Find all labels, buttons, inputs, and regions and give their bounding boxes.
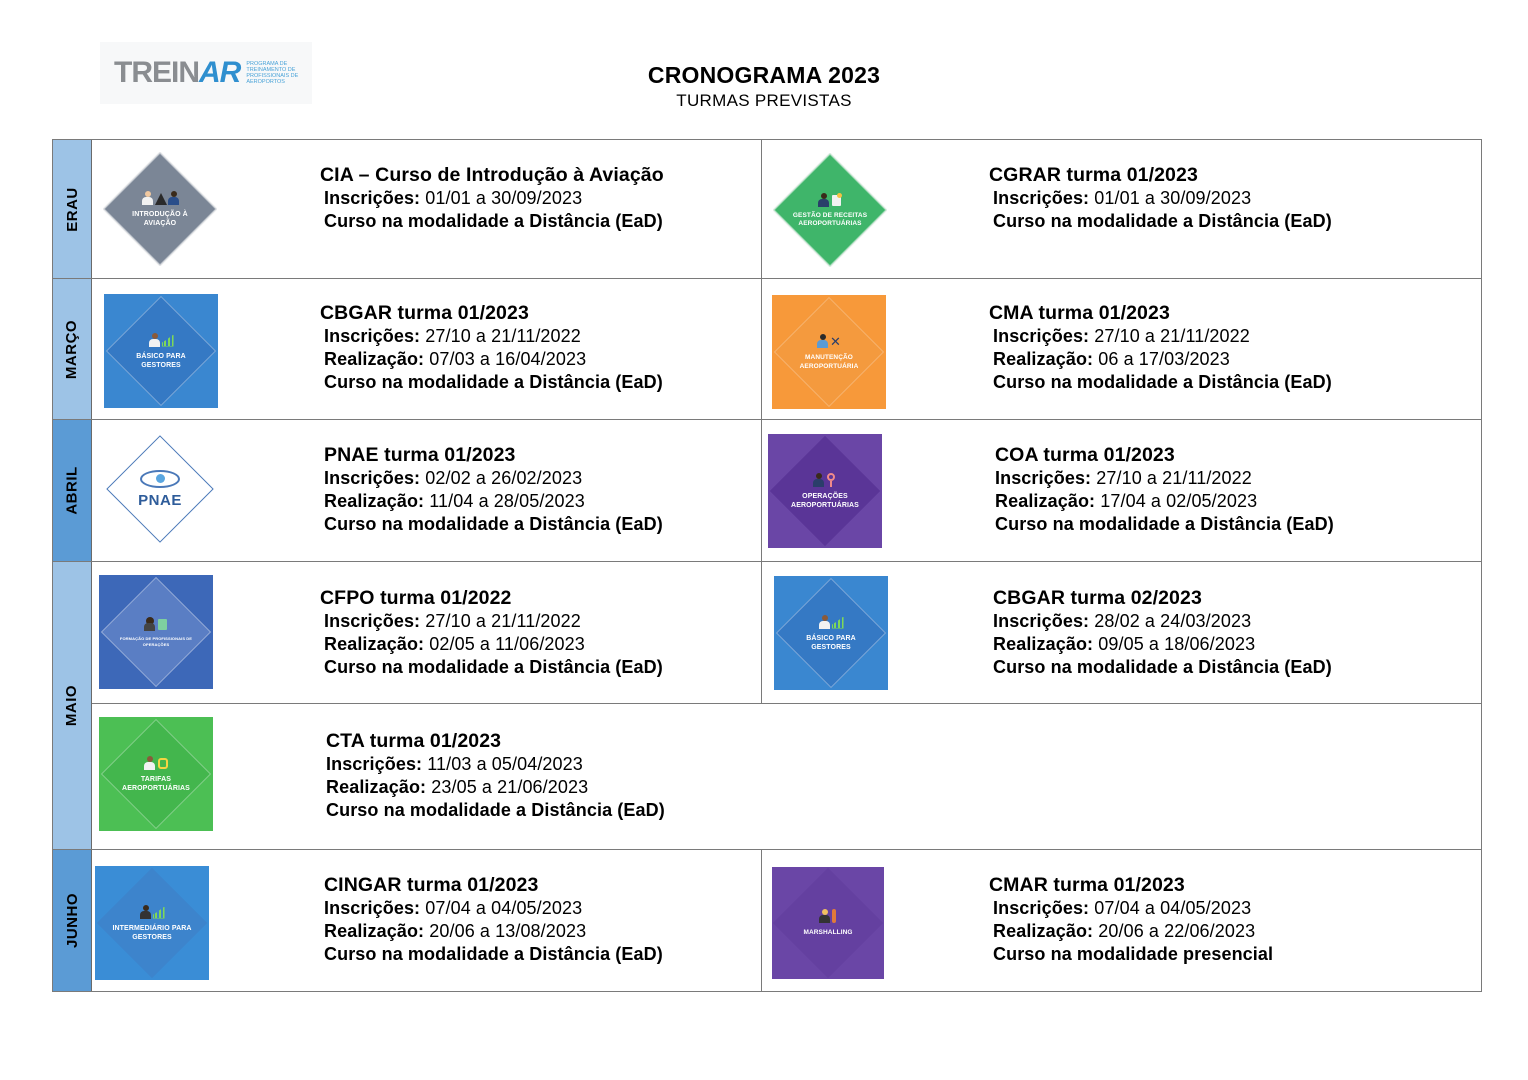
- inscricoes-dates: 07/04 a 04/05/2023: [1094, 898, 1252, 918]
- course-title: CMAR turma 01/2023: [989, 874, 1185, 896]
- badge-label: MANUTENÇÃO AEROPORTUÁRIA: [799, 353, 859, 370]
- marshaller-icon: [819, 909, 830, 923]
- realizacao-dates: 17/04 a 02/05/2023: [1100, 491, 1258, 511]
- badge-label: FORMAÇÃO DE PROFISSIONAIS DE OPERAÇÕES: [119, 635, 193, 647]
- inscricoes-dates: 02/02 a 26/02/2023: [425, 468, 583, 488]
- airplane-icon: [155, 191, 166, 205]
- course-mode: Curso na modalidade a Distância (EaD): [324, 514, 663, 534]
- badge-label: OPERAÇÕES AEROPORTUÁRIAS: [791, 492, 859, 509]
- month-section-marco: [53, 279, 1481, 420]
- inscricoes-line: [320, 325, 663, 348]
- realizacao-dates: 20/06 a 13/08/2023: [429, 921, 587, 941]
- inscricoes-line: [995, 467, 1334, 490]
- realizacao-line: [989, 920, 1273, 943]
- realizacao-dates: 06 a 17/03/2023: [1098, 349, 1230, 369]
- course-title: CMA turma 01/2023: [989, 302, 1170, 324]
- course-cell-cbgar-02: [761, 562, 1481, 703]
- course-badge-cfpo: [99, 575, 213, 689]
- course-title: COA turma 01/2023: [995, 444, 1175, 466]
- course-mode: Curso na modalidade a Distância (EaD): [993, 657, 1332, 677]
- course-info: [320, 587, 663, 679]
- inscricoes-line: [326, 753, 665, 776]
- course-info: [989, 302, 1332, 394]
- logo-tagline: PROGRAMA DE TREINAMENTO DE PROFISSIONAIS DE AEROPORTOS: [246, 60, 299, 86]
- badge-label: INTRODUÇÃO À AVIAÇÃO: [132, 210, 188, 227]
- course-badge-cta: [99, 717, 213, 831]
- month-label-cell: [53, 420, 92, 561]
- inscricoes-label: Inscrições:: [324, 898, 421, 918]
- realizacao-label: Realização:: [993, 921, 1094, 941]
- course-info: [324, 444, 663, 536]
- realizacao-label: Realização:: [324, 634, 425, 654]
- month-section-abril: [53, 420, 1481, 562]
- course-badge-cbgar: [774, 576, 888, 690]
- course-info: [320, 164, 664, 233]
- inscricoes-dates: 07/04 a 04/05/2023: [425, 898, 583, 918]
- course-title: CTA turma 01/2023: [326, 730, 502, 752]
- realizacao-dates: 09/05 a 18/06/2023: [1098, 634, 1256, 654]
- month-label-cell: [53, 850, 92, 991]
- inscricoes-label: Inscrições:: [324, 326, 421, 346]
- course-badge-cbgar: [104, 294, 218, 408]
- course-cell-pnae: [92, 420, 761, 561]
- page-subtitle: TURMAS PREVISTAS: [676, 91, 852, 110]
- realizacao-dates: 20/06 a 22/06/2023: [1098, 921, 1256, 941]
- realizacao-line: [989, 348, 1332, 371]
- manager-icon: [819, 615, 830, 629]
- course-title: CGRAR turma 01/2023: [989, 164, 1198, 186]
- course-info: [989, 164, 1332, 233]
- month-label: MARÇO: [63, 319, 81, 379]
- month-section-junho: [53, 850, 1481, 991]
- operator-icon: [144, 617, 155, 631]
- month-label-cell: [53, 562, 92, 849]
- course-title: CBGAR turma 02/2023: [993, 587, 1202, 609]
- course-mode: Curso na modalidade presencial: [993, 944, 1274, 964]
- inscricoes-dates: 01/01 a 30/09/2023: [425, 188, 583, 208]
- inscricoes-dates: 28/02 a 24/03/2023: [1094, 611, 1252, 631]
- month-section-maio: [53, 562, 1481, 850]
- course-title: CFPO turma 01/2022: [320, 587, 512, 609]
- inscricoes-label: Inscrições:: [324, 611, 421, 631]
- course-cell-cia: [92, 140, 761, 278]
- realizacao-line: [320, 633, 663, 656]
- course-mode: Curso na modalidade a Distância (EaD): [993, 372, 1332, 392]
- inscricoes-dates: 27/10 a 21/11/2022: [1094, 326, 1250, 346]
- month-label-cell: [53, 140, 92, 278]
- course-info: [326, 730, 665, 822]
- growth-chart-icon: [162, 333, 174, 347]
- inscricoes-label: Inscrições:: [993, 611, 1090, 631]
- agent-icon: [144, 756, 155, 770]
- realizacao-line: [324, 920, 663, 943]
- logo-brand-blue: AR: [199, 56, 241, 89]
- course-info: [324, 874, 663, 966]
- table-row: [92, 704, 1481, 849]
- course-title: CIA – Curso de Introdução à Aviação: [320, 164, 664, 186]
- course-title: CBGAR turma 01/2023: [320, 302, 529, 324]
- course-mode: Curso na modalidade a Distância (EaD): [324, 372, 663, 392]
- realizacao-dates: 11/04 a 28/05/2023: [429, 491, 585, 511]
- realizacao-line: [320, 348, 663, 371]
- course-badge-cmar: [772, 867, 884, 979]
- realizacao-label: Realização:: [324, 349, 425, 369]
- schedule-table: [52, 139, 1482, 992]
- inscricoes-line: [324, 467, 663, 490]
- operator-icon: [813, 473, 824, 487]
- table-row: [92, 279, 1481, 419]
- inscricoes-dates: 27/10 a 21/11/2022: [1096, 468, 1252, 488]
- course-mode: Curso na modalidade a Distância (EaD): [995, 514, 1334, 534]
- realizacao-dates: 23/05 a 21/06/2023: [431, 777, 589, 797]
- inscricoes-dates: 11/03 a 05/04/2023: [427, 754, 583, 774]
- badge-label: MARSHALLING: [803, 929, 853, 936]
- realizacao-line: [324, 490, 663, 513]
- course-badge-cingar: [95, 866, 209, 980]
- inscricoes-label: Inscrições:: [993, 898, 1090, 918]
- realizacao-line: [995, 490, 1334, 513]
- badge-label: PNAE: [138, 491, 182, 509]
- realizacao-label: Realização:: [326, 777, 427, 797]
- calculator-icon: [157, 617, 168, 631]
- course-cell-cingar: [92, 850, 761, 991]
- page-title: CRONOGRAMA 2023: [647, 62, 881, 88]
- growth-chart-icon: [153, 905, 165, 919]
- table-row: [92, 140, 1481, 278]
- course-badge-cia: [103, 152, 217, 266]
- inscricoes-line: [993, 610, 1332, 633]
- realizacao-dates: 07/03 a 16/04/2023: [429, 349, 587, 369]
- inscricoes-label: Inscrições:: [995, 468, 1092, 488]
- inscricoes-line: [320, 610, 663, 633]
- course-cell-coa: [761, 420, 1481, 561]
- course-badge-cgrar: [773, 153, 887, 267]
- inscricoes-line: [989, 325, 1332, 348]
- wrench-icon: ✕: [830, 333, 841, 349]
- badge-label: INTERMEDIÁRIO PARA GESTORES: [112, 924, 192, 941]
- course-mode: Curso na modalidade a Distância (EaD): [993, 211, 1332, 231]
- inscricoes-label: Inscrições:: [993, 188, 1090, 208]
- inscricoes-label: Inscrições:: [324, 468, 421, 488]
- course-mode: Curso na modalidade a Distância (EaD): [324, 944, 663, 964]
- manager-icon: [149, 333, 160, 347]
- course-cell-cgrar: [761, 140, 1481, 278]
- month-label: MAIO: [63, 684, 81, 727]
- growth-chart-icon: [832, 615, 844, 629]
- month-section-erau: [53, 140, 1481, 279]
- inscricoes-dates: 27/10 a 21/11/2022: [425, 611, 581, 631]
- inscricoes-label: Inscrições:: [324, 188, 421, 208]
- course-info: [995, 444, 1334, 536]
- course-mode: Curso na modalidade a Distância (EaD): [324, 657, 663, 677]
- coins-icon: [157, 756, 168, 770]
- course-mode: Curso na modalidade a Distância (EaD): [324, 211, 663, 231]
- month-label: JUNHO: [63, 892, 81, 949]
- realizacao-label: Realização:: [993, 634, 1094, 654]
- month-label: ABRIL: [63, 466, 81, 515]
- table-row: [92, 420, 1481, 561]
- course-info: [989, 874, 1273, 966]
- inscricoes-dates: 27/10 a 21/11/2022: [425, 326, 581, 346]
- month-label-cell: [53, 279, 92, 419]
- inscricoes-label: Inscrições:: [326, 754, 423, 774]
- realizacao-label: Realização:: [993, 349, 1094, 369]
- course-cell-cta: [92, 704, 1481, 849]
- inscricoes-line: [989, 897, 1273, 920]
- realizacao-line: [993, 633, 1332, 656]
- manager-icon: [140, 905, 151, 919]
- badge-label: BÁSICO PARA GESTORES: [806, 634, 856, 651]
- course-cell-cfpo: [92, 562, 761, 703]
- badge-label: TARIFAS AEROPORTUÁRIAS: [122, 775, 190, 792]
- realizacao-label: Realização:: [324, 921, 425, 941]
- realizacao-label: Realização:: [324, 491, 425, 511]
- course-cell-cmar: [761, 850, 1481, 991]
- mechanic-icon: [817, 334, 828, 348]
- course-info: [993, 587, 1332, 679]
- course-cell-cbgar-01: [92, 279, 761, 419]
- document-icon: [831, 193, 842, 207]
- course-badge-coa: [768, 434, 882, 548]
- inscricoes-line: [320, 187, 664, 210]
- attendant-icon: [168, 191, 179, 205]
- course-mode: Curso na modalidade a Distância (EaD): [326, 800, 665, 820]
- eye-icon: [140, 470, 180, 488]
- inscricoes-line: [324, 897, 663, 920]
- magnifier-icon: [826, 473, 837, 487]
- realizacao-line: [326, 776, 665, 799]
- realizacao-label: Realização:: [995, 491, 1096, 511]
- inscricoes-dates: 01/01 a 30/09/2023: [1094, 188, 1252, 208]
- course-badge-cma: [772, 295, 886, 409]
- manager-icon: [818, 193, 829, 207]
- wand-icon: [832, 909, 838, 923]
- logo-brand-grey: TREIN: [114, 56, 199, 89]
- course-badge-pnae: [103, 432, 217, 546]
- page-header: [0, 62, 1528, 111]
- badge-label: GESTÃO DE RECEITAS AEROPORTUÁRIAS: [792, 211, 868, 227]
- realizacao-dates: 02/05 a 11/06/2023: [429, 634, 585, 654]
- inscricoes-line: [989, 187, 1332, 210]
- table-row: [92, 562, 1481, 704]
- pilot-icon: [142, 191, 153, 205]
- course-info: [320, 302, 663, 394]
- badge-label: BÁSICO PARA GESTORES: [136, 352, 186, 369]
- table-row: [92, 850, 1481, 991]
- course-cell-cma: [761, 279, 1481, 419]
- course-title: CINGAR turma 01/2023: [324, 874, 539, 896]
- month-label: ERAU: [63, 186, 81, 232]
- inscricoes-label: Inscrições:: [993, 326, 1090, 346]
- course-title: PNAE turma 01/2023: [324, 444, 516, 466]
